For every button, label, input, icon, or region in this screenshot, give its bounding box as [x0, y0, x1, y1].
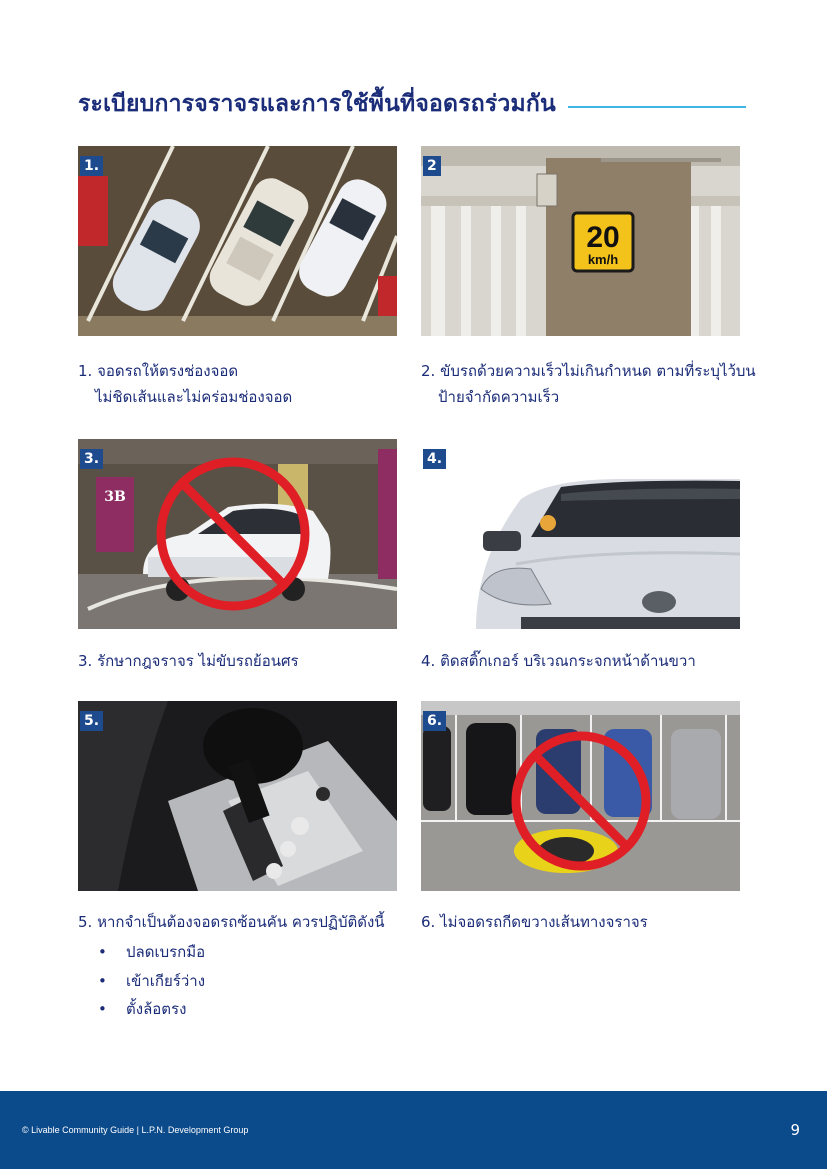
caption-6: 6. ไม่จอดรถกีดขวางเส้นทางจราจร — [421, 913, 648, 931]
image-parking-lines — [78, 146, 397, 336]
bullet-item: • ตั้งล้อตรง — [98, 995, 205, 1024]
title-underline — [568, 106, 746, 108]
caption-1 — [78, 358, 292, 410]
caption-1-line2: ไม่ชิดเส้นและไม่คร่อมช่องจอด — [95, 388, 293, 406]
caption-2-line1: 2. ขับรถด้วยความเร็วไม่เกินกำหนด ตามที่ระบุไว้บน — [421, 362, 756, 380]
parking-photo — [78, 146, 397, 336]
page-number: 9 — [790, 1121, 800, 1139]
bullet-item: • ปลดเบรกมือ — [98, 938, 205, 967]
caption-2-line2: ป้ายจำกัดความเร็ว — [438, 388, 560, 406]
footer-bar — [0, 1091, 827, 1169]
item-number-badge: 3. — [80, 449, 103, 469]
item-number-badge: 1. — [80, 156, 103, 176]
image-speed-sign — [421, 146, 740, 336]
garage-car-photo — [78, 439, 397, 629]
caption-5: 5. หากจำเป็นต้องจอดรถซ้อนคัน ควรปฏิบัติดังนี้ — [78, 913, 385, 931]
bullet-item: • เข้าเกียร์ว่าง — [98, 967, 205, 996]
gear-shifter-photo — [78, 701, 397, 891]
floor-label: 3B — [104, 489, 126, 505]
item-number-badge: 2 — [423, 156, 441, 176]
image-gear-shifter — [78, 701, 397, 891]
item-number-badge: 5. — [80, 711, 103, 731]
caption-3: 3. รักษากฎจราจร ไม่ขับรถย้อนศร — [78, 652, 299, 670]
sign-number: 20 — [586, 221, 620, 254]
footer-credit: © Livable Community Guide | L.P.N. Development Group — [22, 1125, 249, 1135]
caption-4: 4. ติดสติ๊กเกอร์ บริเวณกระจกหน้าด้านขวา — [421, 652, 696, 670]
garage-pillar-photo — [421, 146, 740, 336]
car-front-photo — [421, 439, 740, 629]
caption-1-line1: 1. จอดรถให้ตรงช่องจอด — [78, 362, 239, 380]
image-sticker — [421, 439, 740, 629]
item-number-badge: 4. — [423, 449, 446, 469]
page-title: ระเบียบการจราจรและการใช้พื้นที่จอดรถร่วมกัน — [78, 91, 556, 117]
caption-2 — [421, 358, 756, 410]
image-blocking-car — [421, 701, 740, 891]
parking-top-photo — [421, 701, 740, 891]
item-number-badge: 6. — [423, 711, 446, 731]
instruction-bullet-list — [98, 938, 205, 1024]
image-wrong-way — [78, 439, 397, 629]
sign-unit: km/h — [587, 252, 619, 267]
